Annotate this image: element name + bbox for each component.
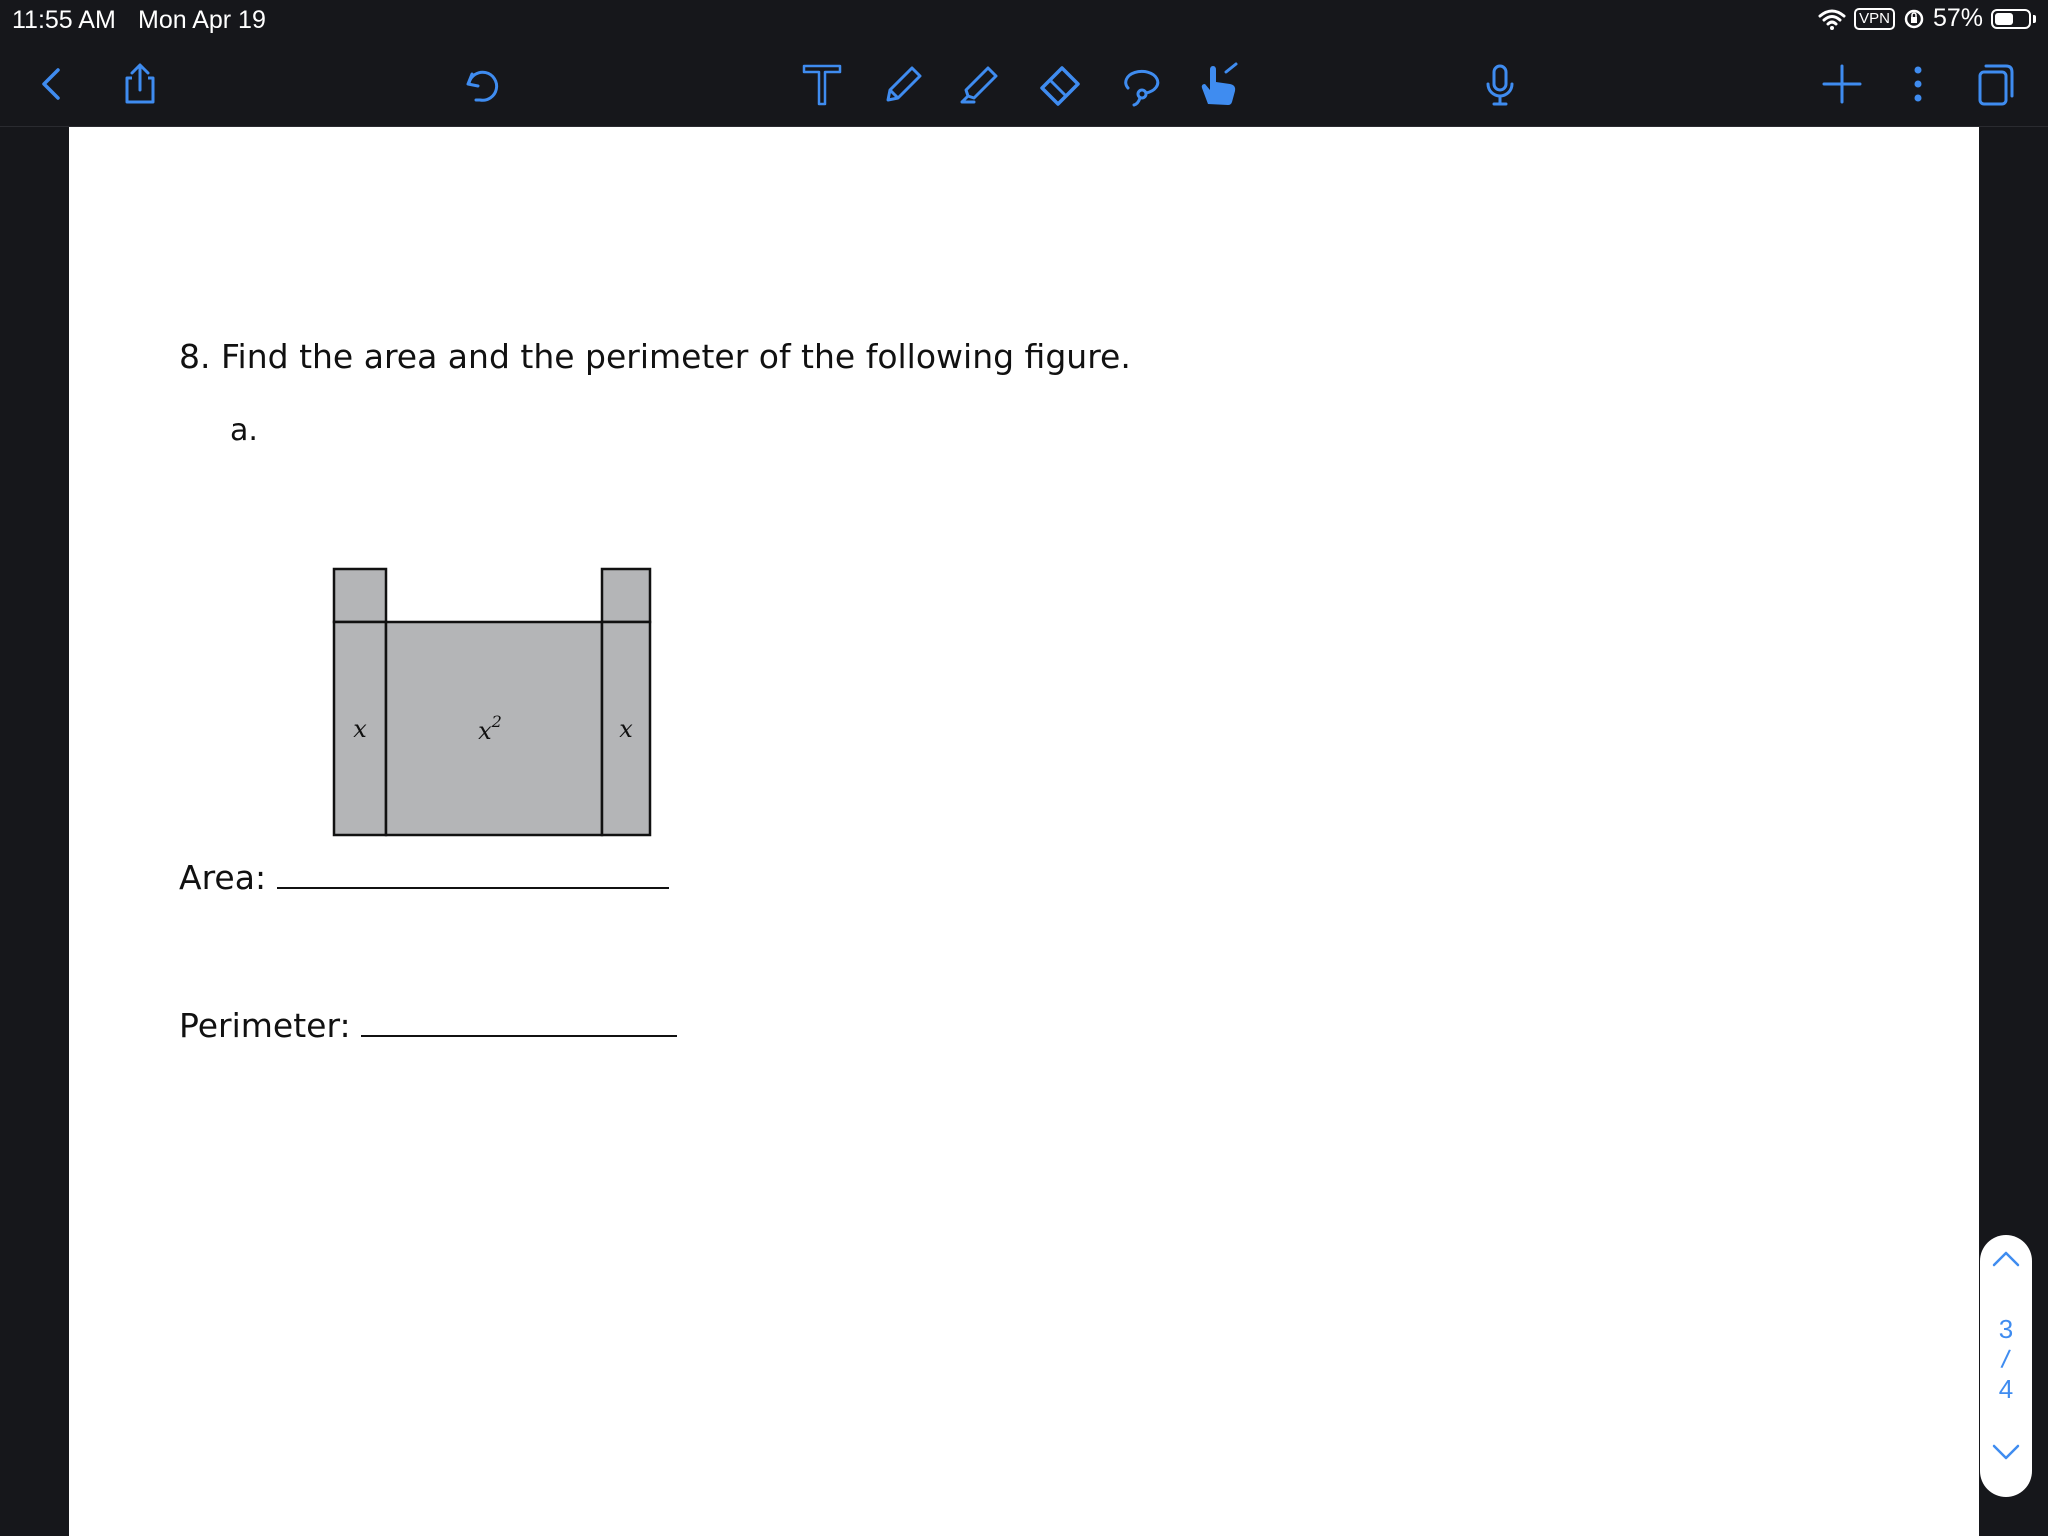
share-button[interactable] bbox=[110, 54, 170, 114]
total-pages: 4 bbox=[1998, 1374, 2014, 1404]
more-vertical-icon bbox=[1892, 58, 1944, 110]
wifi-icon bbox=[1818, 8, 1846, 30]
question-text: 8. Find the area and the perimeter of the following figure. bbox=[179, 337, 1131, 376]
pages-icon bbox=[1968, 58, 2020, 110]
undo-button[interactable] bbox=[452, 54, 512, 114]
page-indicator bbox=[1999, 1314, 2013, 1404]
back-chevron-icon bbox=[26, 58, 78, 110]
status-indicators bbox=[1818, 4, 2036, 33]
back-button[interactable] bbox=[22, 54, 82, 114]
eraser-icon bbox=[1034, 58, 1086, 110]
area-answer bbox=[179, 857, 669, 897]
next-page-button[interactable] bbox=[1990, 1442, 2022, 1467]
battery-percent: 57% bbox=[1932, 4, 1983, 32]
current-page: 3 bbox=[1998, 1314, 2014, 1344]
battery-level bbox=[1995, 13, 2013, 25]
right-strip-label: x bbox=[619, 715, 633, 743]
eraser-tool-button[interactable] bbox=[1030, 54, 1090, 114]
chevron-up-icon bbox=[1990, 1249, 2022, 1269]
highlighter-tool-button[interactable] bbox=[950, 54, 1010, 114]
hand-pointer-icon bbox=[1192, 58, 1244, 110]
left-strip-label: x bbox=[353, 715, 367, 743]
page-navigator bbox=[1980, 1235, 2032, 1497]
toolbar bbox=[0, 40, 2048, 127]
lasso-tool-button[interactable] bbox=[1112, 54, 1172, 114]
microphone-icon bbox=[1474, 58, 1526, 110]
text-tool-icon bbox=[796, 58, 848, 110]
pages-button[interactable] bbox=[1964, 54, 2024, 114]
previous-page-button[interactable] bbox=[1990, 1249, 2022, 1274]
perimeter-answer bbox=[179, 1005, 677, 1045]
left-tab bbox=[334, 569, 386, 622]
figure-diagram bbox=[332, 437, 652, 837]
microphone-button[interactable] bbox=[1470, 54, 1530, 114]
area-label: Area: bbox=[179, 858, 267, 897]
vpn-badge: VPN bbox=[1854, 8, 1895, 30]
orientation-lock-icon bbox=[1903, 8, 1925, 30]
figure-shapes bbox=[334, 569, 650, 835]
part-label: a. bbox=[230, 413, 258, 448]
battery-tip bbox=[2033, 15, 2036, 23]
undo-icon bbox=[456, 58, 508, 110]
status-time: 11:55 AM bbox=[12, 6, 116, 34]
share-icon bbox=[114, 58, 166, 110]
plus-icon bbox=[1816, 58, 1868, 110]
text-tool-button[interactable] bbox=[792, 54, 852, 114]
hand-tool-button[interactable] bbox=[1188, 54, 1248, 114]
perimeter-label: Perimeter: bbox=[179, 1006, 351, 1045]
status-date: Mon Apr 19 bbox=[138, 6, 266, 34]
center-exponent: 2 bbox=[491, 712, 502, 731]
pen-tool-button[interactable] bbox=[874, 54, 934, 114]
perimeter-blank[interactable] bbox=[361, 1005, 677, 1037]
center-base: x bbox=[478, 717, 492, 745]
lasso-icon bbox=[1116, 58, 1168, 110]
chevron-down-icon bbox=[1990, 1442, 2022, 1462]
area-blank[interactable] bbox=[277, 857, 669, 889]
more-button[interactable] bbox=[1888, 54, 1948, 114]
status-bar bbox=[0, 0, 2048, 40]
page-separator: / bbox=[1999, 1343, 2013, 1375]
document-page[interactable] bbox=[69, 127, 1979, 1536]
highlighter-icon bbox=[954, 58, 1006, 110]
battery-icon bbox=[1991, 9, 2031, 29]
add-button[interactable] bbox=[1812, 54, 1872, 114]
right-tab bbox=[602, 569, 650, 622]
pen-icon bbox=[878, 58, 930, 110]
